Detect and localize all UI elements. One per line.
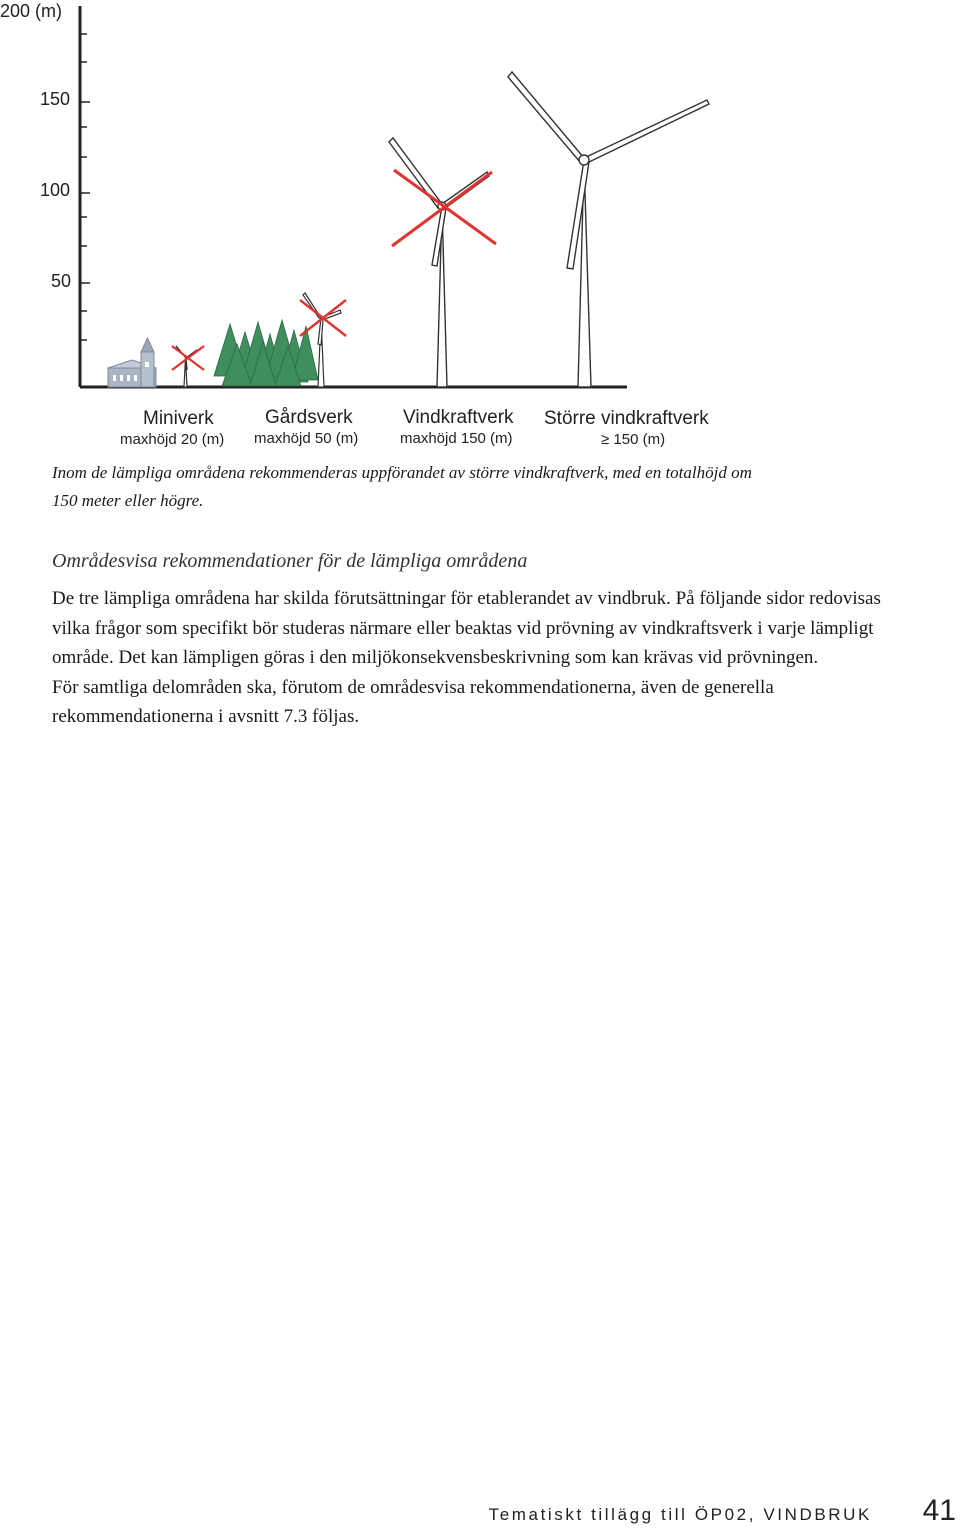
axis-tick-label-50: 50 [51, 271, 72, 291]
body-paragraph: De tre lämpliga områdena har skilda förutsättningar för etablerandet av vindbruk. På följande sidor redovisas vilka frågor som specifikt bör studeras närmare eller beaktas vid prövning av vindkraftsverk i varje lämpligt område. Det kan lämpligen göras i den miljökonsekvensbeskrivning som kan krävas vid prövningen. [52, 588, 881, 668]
type-name-miniverk: Miniverk [143, 408, 214, 429]
miniverk-cross [172, 346, 204, 370]
page-number: 41 [922, 1494, 956, 1527]
wind-turbine-height-figure [0, 0, 960, 460]
type-height-miniverk: maxhöjd 20 (m) [120, 431, 225, 448]
vindkraftverk-turbine [389, 138, 489, 387]
storre-vindkraftverk-turbine [508, 72, 709, 387]
forest-illustration [214, 320, 318, 386]
body-paragraph: För samtliga delområden ska, förutom de områdesvisa rekommendationerna, även de generella rekommendationerna i avsnitt 7.3 följas. [52, 676, 774, 727]
type-name-vindkraftverk: Vindkraftverk [403, 407, 514, 428]
figure-caption: Inom de lämpliga områdena rekommenderas uppförandet av större vindkraftverk, med en totalhöjd om 150 meter eller högre. [52, 463, 752, 510]
type-height-gardsverk: maxhöjd 50 (m) [254, 430, 359, 447]
axis-top-label: 200 (m) [0, 1, 63, 21]
axis-tick-label-100: 100 [40, 180, 71, 200]
footer-title: Tematiskt tillägg till ÖP02, VINDBRUK [488, 1505, 872, 1524]
axis-tick-label-150: 150 [40, 89, 71, 109]
type-height-vindkraftverk: maxhöjd 150 (m) [400, 430, 513, 447]
type-height-storre-vindkraftverk: ≥ 150 (m) [601, 431, 666, 448]
type-name-gardsverk: Gårdsverk [265, 407, 353, 428]
type-name-storre-vindkraftverk: Större vindkraftverk [544, 408, 709, 429]
church-illustration [108, 338, 156, 387]
body-text [52, 584, 882, 732]
vindkraftverk-cross [392, 170, 496, 246]
section-heading: Områdesvisa rekommendationer för de lämpliga områdena [52, 550, 528, 572]
gardsverk-cross [300, 300, 346, 336]
